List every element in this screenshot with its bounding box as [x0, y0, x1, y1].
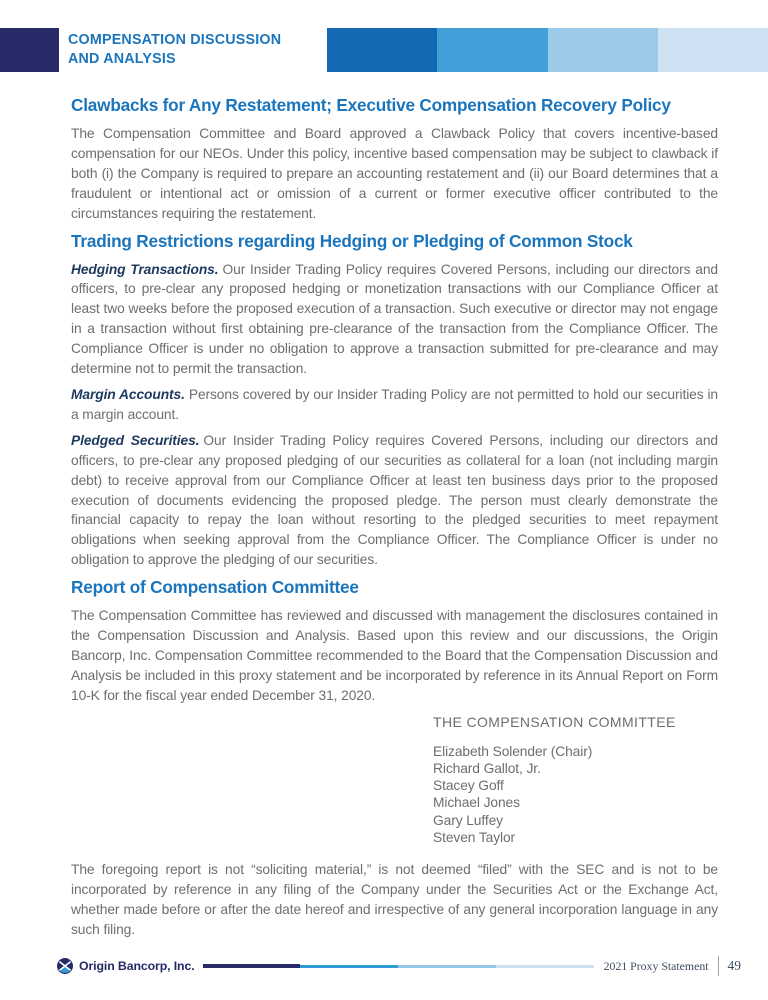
paragraph-lead: Margin Accounts.	[71, 386, 185, 402]
footer-document-title: 2021 Proxy Statement	[603, 958, 709, 973]
gradient-segment-2	[437, 28, 547, 72]
footer-page-number: 49	[727, 958, 741, 973]
gradient-segment-3	[548, 28, 658, 72]
section-committee-report	[71, 577, 718, 706]
section-heading-clawbacks: Clawbacks for Any Restatement; Executive Compensation Recovery Policy	[71, 95, 671, 115]
committee-member: Steven Taylor	[433, 830, 516, 846]
section-heading-committee-report: Report of Compensation Committee	[71, 577, 359, 598]
eyebrow-line-2: AND ANALYSIS	[68, 51, 176, 67]
committee-member: Michael Jones	[433, 795, 520, 811]
committee-member: Richard Gallot, Jr.	[433, 760, 541, 776]
document-body	[71, 95, 718, 946]
page-header	[0, 28, 768, 72]
committee-signature-block	[433, 713, 718, 847]
committee-member: Gary Luffey	[433, 812, 503, 828]
page-eyebrow-title	[68, 31, 281, 69]
footer-gradient-rule	[203, 964, 594, 969]
paragraph-hedging-transactions	[71, 260, 718, 379]
footer-rule-segment-3	[398, 965, 496, 968]
committee-member: Elizabeth Solender (Chair)	[433, 743, 593, 759]
committee-heading: THE COMPENSATION COMMITTEE	[433, 713, 676, 730]
header-gradient-bar	[327, 28, 768, 72]
paragraph-text: The Compensation Committee has reviewed and discussed with management the disclosures contained in the Compensation Discussion and Analysis. Based upon this review and our discussions, the Origin Bancorp, Inc. Compensation Committee recommended to the Board that the Compensation Discussion and Analysis be included in this proxy statement and be incorporated by reference in its Annual Report on Form 10-K for the fiscal year ended December 31, 2020.	[71, 608, 718, 703]
page-footer	[57, 954, 741, 978]
footer-rule-segment-1	[203, 964, 301, 968]
gradient-segment-4	[658, 28, 768, 72]
gradient-segment-1	[327, 28, 437, 72]
paragraph-committee-report	[71, 606, 718, 706]
committee-member: Stacey Goff	[433, 778, 504, 794]
paragraph-lead: Hedging Transactions.	[71, 261, 219, 277]
paragraph-text: Persons covered by our Insider Trading Policy are not permitted to hold our securities in a margin account.	[71, 386, 718, 422]
paragraph-text: The foregoing report is not “soliciting material,” is not deemed “filed” with the SEC and is not to be incorporated by reference in any filing of the Company under the Securities Act or the Exchange Act, whether made before or after the date hereof and irrespective of any general incorporation language in any such filing.	[71, 862, 718, 938]
footer-rule-segment-2	[300, 965, 398, 968]
paragraph-pledged-securities	[71, 431, 718, 570]
committee-member-list	[433, 743, 718, 847]
paragraph-text: Our Insider Trading Policy requires Covered Persons, including our directors and officers, to pre-clear any proposed hedging or monetization transactions with our Compliance Officer at least two weeks before the proposed execution of a transaction. Such executive or director may not engage in a transaction without first obtaining pre-clearance of the transaction from the Compliance Officer. The Compliance Officer is under no obligation to approve a transaction submitted for pre-clearance and may determine not to permit the transaction.	[71, 261, 718, 377]
paragraph-text: Our Insider Trading Policy requires Covered Persons, including our directors and officers, to pre-clear any proposed pledging of our securities as collateral for a loan (not including margin debt) to receive approval from our Compliance Officer at least ten business days prior to the proposed execution of documents evidencing the proposed pledge. The person must clearly demonstrate the financial capacity to repay the loan without resorting to the pledged securities to meet repayment obligations when seeking approval from the Compliance Officer. The Compliance Officer is under no obligation to approve the pledging of our securities.	[71, 432, 718, 568]
section-trading-restrictions	[71, 231, 718, 571]
footer-rule-segment-4	[496, 965, 594, 968]
paragraph-margin-accounts	[71, 385, 718, 425]
paragraph-lead: Pledged Securities.	[71, 432, 200, 448]
origin-bancorp-logo-icon	[57, 958, 73, 974]
eyebrow-line-1: COMPENSATION DISCUSSION	[68, 32, 282, 48]
footer-divider	[718, 956, 719, 976]
disclaimer-paragraph	[71, 860, 718, 940]
section-heading-trading-restrictions: Trading Restrictions regarding Hedging or Pledging of Common Stock	[71, 230, 633, 251]
paragraph-text: The Compensation Committee and Board approved a Clawback Policy that covers incentive-based compensation for our NEOs. Under this policy, incentive based compensation may be subject to clawback if both (i) the Company is required to prepare an accounting restatement and (ii) our Board determines that a fraudulent or intentional act or omission of a current or former executive officer contributed to the circumstances requiring the restatement.	[71, 126, 718, 221]
paragraph-clawback-policy	[71, 124, 718, 224]
section-clawbacks	[71, 95, 718, 224]
header-accent-block	[0, 28, 59, 72]
footer-company-name: Origin Bancorp, Inc.	[79, 959, 195, 973]
